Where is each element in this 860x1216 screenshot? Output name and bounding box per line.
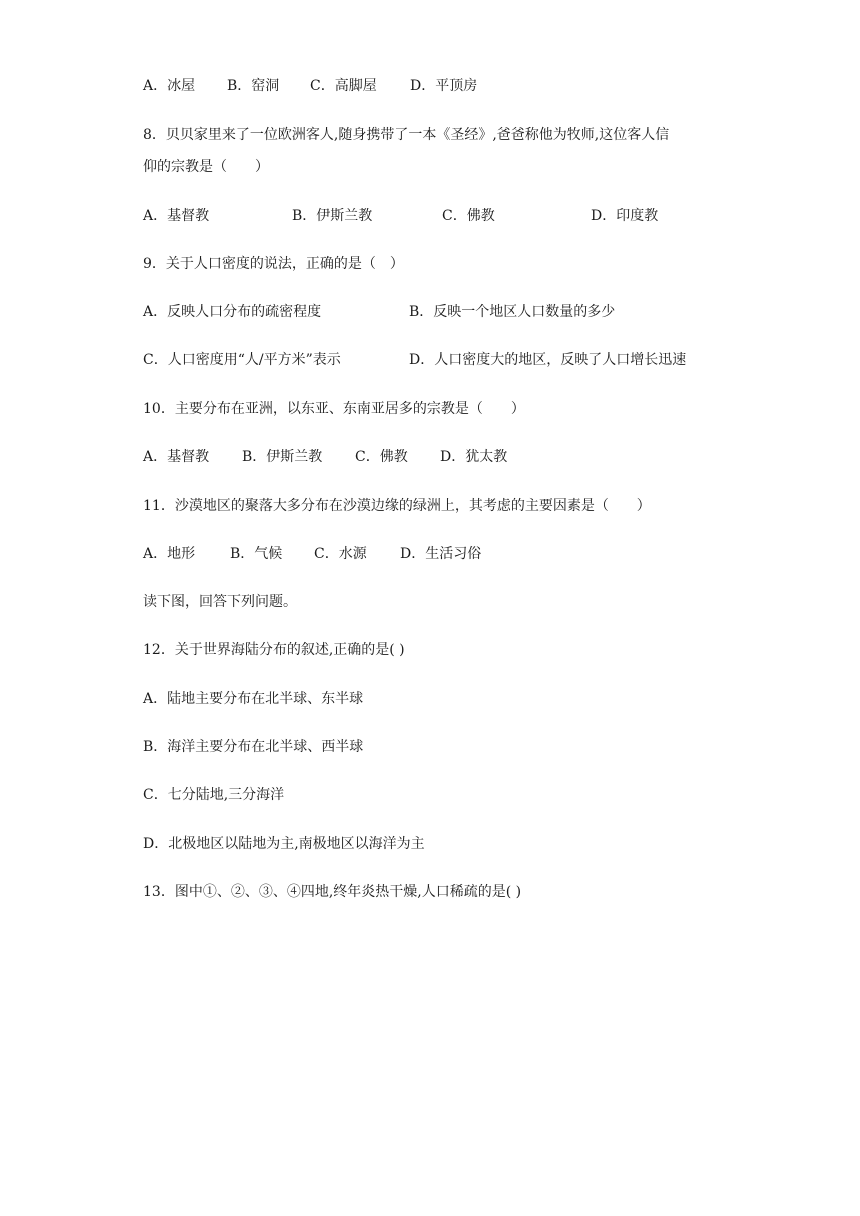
q13-stem: 13．图中①、②、③、④四地,终年炎热干燥,人口稀疏的是( ) [143, 884, 522, 900]
q9-options-row1 [143, 302, 615, 322]
q9-option-b: B．反映一个地区人口数量的多少 [409, 304, 616, 320]
q12-option-a: A．陆地主要分布在北半球、东半球 [143, 691, 364, 707]
instruction-text: 读下图，回答下列问题。 [143, 594, 297, 610]
q11-stem: 11．沙漠地区的聚落大多分布在沙漠边缘的绿洲上，其考虑的主要因素是（ ） [143, 498, 651, 514]
q8-options [143, 206, 658, 226]
q11-option-a: A．地形 [143, 546, 196, 562]
q10-options [143, 447, 507, 467]
q8-option-a: A．基督教 [143, 208, 210, 224]
q11-option-c: C．水源 [314, 546, 367, 562]
q12-option-d: D．北极地区以陆地为主,南极地区以海洋为主 [143, 836, 425, 852]
q9-option-d: D．人口密度大的地区，反映了人口增长迅速 [409, 352, 687, 368]
q11-options [143, 544, 481, 564]
q10-option-b: B．伊斯兰教 [242, 449, 323, 465]
q11-option-b: B．气候 [230, 546, 283, 562]
q12-option-c: C．七分陆地,三分海洋 [143, 787, 285, 803]
q12-stem: 12．关于世界海陆分布的叙述,正确的是( ) [143, 642, 405, 658]
q9-option-a: A．反映人口分布的疏密程度 [143, 304, 322, 320]
q7-option-b: B．窑洞 [227, 78, 280, 94]
q10-option-d: D．犹太教 [440, 449, 508, 465]
q8-option-d: D．印度教 [591, 208, 659, 224]
q9-option-c: C．人口密度用“人/平方米”表示 [143, 352, 341, 368]
q10-stem: 10．主要分布在亚洲，以东亚、东南亚居多的宗教是（ ） [143, 401, 525, 417]
q10-option-c: C．佛教 [355, 449, 408, 465]
q7-option-d: D．平顶房 [410, 78, 478, 94]
q10-option-a: A．基督教 [143, 449, 210, 465]
q12-option-b: B．海洋主要分布在北半球、西半球 [143, 739, 364, 755]
q8-option-c: C．佛教 [442, 208, 495, 224]
q11-option-d: D．生活习俗 [400, 546, 482, 562]
q8-option-b: B．伊斯兰教 [292, 208, 373, 224]
q7-option-c: C．高脚屋 [310, 78, 377, 94]
q9-options-row2 [143, 350, 686, 370]
q8-stem-line1: 8．贝贝家里来了一位欧洲客人,随身携带了一本《圣经》,爸爸称他为牧师,这位客人信 [143, 127, 670, 143]
q9-stem: 9．关于人口密度的说法，正确的是（ ） [143, 256, 404, 272]
q8-stem-line2: 仰的宗教是（ ） [143, 159, 269, 175]
q7-options [143, 76, 477, 96]
q7-option-a: A．冰屋 [143, 78, 196, 94]
